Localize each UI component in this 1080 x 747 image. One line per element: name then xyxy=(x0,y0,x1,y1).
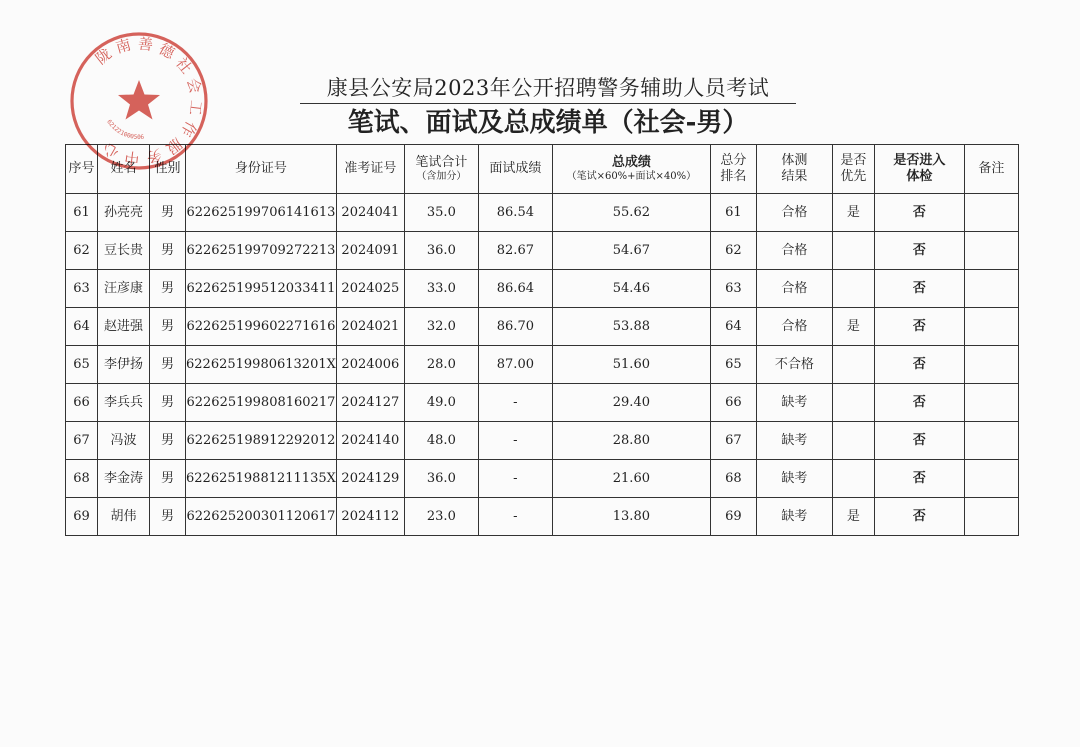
header-priority-line2: 优先 xyxy=(840,169,867,184)
header-id: 身份证号 xyxy=(186,145,337,194)
cell-name: 孙亮亮 xyxy=(98,194,150,232)
seal-code-path: 621221000506 xyxy=(105,118,145,142)
table-row xyxy=(66,460,1019,498)
header-rank-line1: 总分 xyxy=(720,153,747,168)
cell-id: 62262519980613201X xyxy=(186,346,337,384)
cell-rank: 66 xyxy=(710,384,756,422)
cell-gender: 男 xyxy=(150,346,186,384)
cell-name: 胡伟 xyxy=(98,498,150,536)
cell-name: 豆长贵 xyxy=(98,232,150,270)
header-priority xyxy=(832,145,874,194)
cell-total: 54.67 xyxy=(552,232,710,270)
cell-total: 53.88 xyxy=(552,308,710,346)
cell-name: 李兵兵 xyxy=(98,384,150,422)
cell-priority xyxy=(832,422,874,460)
cell-written: 28.0 xyxy=(404,346,478,384)
cell-written: 23.0 xyxy=(404,498,478,536)
cell-total: 21.60 xyxy=(552,460,710,498)
cell-physical: 不合格 xyxy=(756,346,832,384)
cell-interview: 87.00 xyxy=(478,346,552,384)
cell-exam: 否 xyxy=(874,232,964,270)
cell-rank: 65 xyxy=(710,346,756,384)
cell-remark xyxy=(964,232,1018,270)
cell-name: 冯波 xyxy=(98,422,150,460)
document-title: 康县公安局2023年公开招聘警务辅助人员考试 xyxy=(300,74,796,104)
cell-gender: 男 xyxy=(150,498,186,536)
official-seal xyxy=(68,30,210,172)
cell-remark xyxy=(964,460,1018,498)
table-row xyxy=(66,346,1019,384)
cell-ticket: 2024021 xyxy=(336,308,404,346)
cell-interview: 86.70 xyxy=(478,308,552,346)
cell-id: 622625200301120617 xyxy=(186,498,337,536)
cell-exam: 否 xyxy=(874,498,964,536)
cell-interview: 86.54 xyxy=(478,194,552,232)
cell-id: 622625199602271616 xyxy=(186,308,337,346)
cell-priority: 是 xyxy=(832,194,874,232)
cell-exam: 否 xyxy=(874,194,964,232)
cell-gender: 男 xyxy=(150,384,186,422)
cell-id: 622625199512033411 xyxy=(186,270,337,308)
header-physical-line2: 结果 xyxy=(781,169,808,184)
cell-exam: 否 xyxy=(874,308,964,346)
cell-exam: 否 xyxy=(874,346,964,384)
cell-rank: 61 xyxy=(710,194,756,232)
cell-exam: 否 xyxy=(874,422,964,460)
table-body xyxy=(66,194,1019,536)
cell-interview: - xyxy=(478,384,552,422)
header-exam-line1: 是否进入 xyxy=(893,153,946,168)
cell-exam: 否 xyxy=(874,384,964,422)
header-gender: 性别 xyxy=(150,145,186,194)
cell-seq: 68 xyxy=(66,460,98,498)
cell-id: 622625199808160217 xyxy=(186,384,337,422)
cell-remark xyxy=(964,270,1018,308)
cell-priority: 是 xyxy=(832,308,874,346)
cell-remark xyxy=(964,384,1018,422)
cell-gender: 男 xyxy=(150,232,186,270)
cell-total: 51.60 xyxy=(552,346,710,384)
cell-seq: 67 xyxy=(66,422,98,460)
header-remark: 备注 xyxy=(964,145,1018,194)
table-row xyxy=(66,422,1019,460)
table-row xyxy=(66,308,1019,346)
cell-remark xyxy=(964,346,1018,384)
cell-rank: 63 xyxy=(710,270,756,308)
cell-id: 62262519881211135X xyxy=(186,460,337,498)
cell-total: 13.80 xyxy=(552,498,710,536)
header-rank-line2: 排名 xyxy=(720,169,747,184)
header-total-label: 总成绩 xyxy=(611,155,651,170)
cell-physical: 合格 xyxy=(756,194,832,232)
header-exam xyxy=(874,145,964,194)
cell-priority: 是 xyxy=(832,498,874,536)
cell-interview: 86.64 xyxy=(478,270,552,308)
cell-id: 622625199709272213 xyxy=(186,232,337,270)
cell-priority xyxy=(832,232,874,270)
seal-code xyxy=(105,119,145,142)
cell-physical: 合格 xyxy=(756,270,832,308)
cell-interview: - xyxy=(478,498,552,536)
cell-seq: 66 xyxy=(66,384,98,422)
cell-seq: 64 xyxy=(66,308,98,346)
cell-seq: 61 xyxy=(66,194,98,232)
cell-written: 36.0 xyxy=(404,232,478,270)
cell-id: 622625199706141613 xyxy=(186,194,337,232)
cell-ticket: 2024091 xyxy=(336,232,404,270)
cell-name: 李伊扬 xyxy=(98,346,150,384)
cell-written: 32.0 xyxy=(404,308,478,346)
cell-interview: - xyxy=(478,422,552,460)
cell-rank: 69 xyxy=(710,498,756,536)
cell-exam: 否 xyxy=(874,460,964,498)
cell-physical: 缺考 xyxy=(756,422,832,460)
cell-total: 28.80 xyxy=(552,422,710,460)
cell-physical: 缺考 xyxy=(756,460,832,498)
cell-rank: 68 xyxy=(710,460,756,498)
cell-ticket: 2024140 xyxy=(336,422,404,460)
cell-remark xyxy=(964,308,1018,346)
cell-seq: 69 xyxy=(66,498,98,536)
cell-remark xyxy=(964,422,1018,460)
cell-priority xyxy=(832,346,874,384)
seal-star xyxy=(118,80,160,120)
table-row xyxy=(66,498,1019,536)
document-subtitle: 笔试、面试及总成绩单（社会-男） xyxy=(347,108,749,138)
cell-remark xyxy=(964,498,1018,536)
cell-written: 35.0 xyxy=(404,194,478,232)
cell-rank: 64 xyxy=(710,308,756,346)
cell-total: 55.62 xyxy=(552,194,710,232)
cell-exam: 否 xyxy=(874,270,964,308)
cell-ticket: 2024041 xyxy=(336,194,404,232)
header-physical xyxy=(756,145,832,194)
cell-ticket: 2024006 xyxy=(336,346,404,384)
cell-gender: 男 xyxy=(150,270,186,308)
cell-rank: 67 xyxy=(710,422,756,460)
cell-name: 李金涛 xyxy=(98,460,150,498)
cell-written: 33.0 xyxy=(404,270,478,308)
header-written-sub: （含加分） xyxy=(416,171,467,182)
cell-seq: 63 xyxy=(66,270,98,308)
cell-physical: 缺考 xyxy=(756,498,832,536)
cell-ticket: 2024127 xyxy=(336,384,404,422)
cell-gender: 男 xyxy=(150,460,186,498)
cell-written: 36.0 xyxy=(404,460,478,498)
seal-text-path: 陇南善德社会工作服务中心 xyxy=(92,34,206,168)
table-row xyxy=(66,384,1019,422)
header-written-label: 笔试合计 xyxy=(415,155,468,170)
cell-priority xyxy=(832,384,874,422)
header-seq: 序号 xyxy=(66,145,98,194)
score-table xyxy=(65,144,1019,536)
header-interview: 面试成绩 xyxy=(478,145,552,194)
cell-ticket: 2024112 xyxy=(336,498,404,536)
table-row xyxy=(66,194,1019,232)
cell-interview: - xyxy=(478,460,552,498)
cell-written: 48.0 xyxy=(404,422,478,460)
cell-name: 赵进强 xyxy=(98,308,150,346)
header-total xyxy=(552,145,710,194)
cell-ticket: 2024129 xyxy=(336,460,404,498)
cell-rank: 62 xyxy=(710,232,756,270)
cell-written: 49.0 xyxy=(404,384,478,422)
cell-seq: 65 xyxy=(66,346,98,384)
header-total-sub: （笔试×60%+面试×40%） xyxy=(566,171,697,182)
cell-ticket: 2024025 xyxy=(336,270,404,308)
cell-physical: 合格 xyxy=(756,308,832,346)
cell-gender: 男 xyxy=(150,422,186,460)
cell-physical: 合格 xyxy=(756,232,832,270)
header-written xyxy=(404,145,478,194)
table-row xyxy=(66,270,1019,308)
cell-name: 汪彦康 xyxy=(98,270,150,308)
header-exam-line2: 体检 xyxy=(906,169,933,184)
table-row xyxy=(66,232,1019,270)
header-rank xyxy=(710,145,756,194)
header-priority-line1: 是否 xyxy=(840,153,867,168)
cell-total: 29.40 xyxy=(552,384,710,422)
cell-interview: 82.67 xyxy=(478,232,552,270)
cell-priority xyxy=(832,270,874,308)
header-name: 姓名 xyxy=(98,145,150,194)
cell-id: 622625198912292012 xyxy=(186,422,337,460)
cell-priority xyxy=(832,460,874,498)
cell-remark xyxy=(964,194,1018,232)
cell-gender: 男 xyxy=(150,194,186,232)
cell-gender: 男 xyxy=(150,308,186,346)
header-ticket: 准考证号 xyxy=(336,145,404,194)
header-physical-line1: 体测 xyxy=(781,153,808,168)
cell-total: 54.46 xyxy=(552,270,710,308)
cell-physical: 缺考 xyxy=(756,384,832,422)
cell-seq: 62 xyxy=(66,232,98,270)
